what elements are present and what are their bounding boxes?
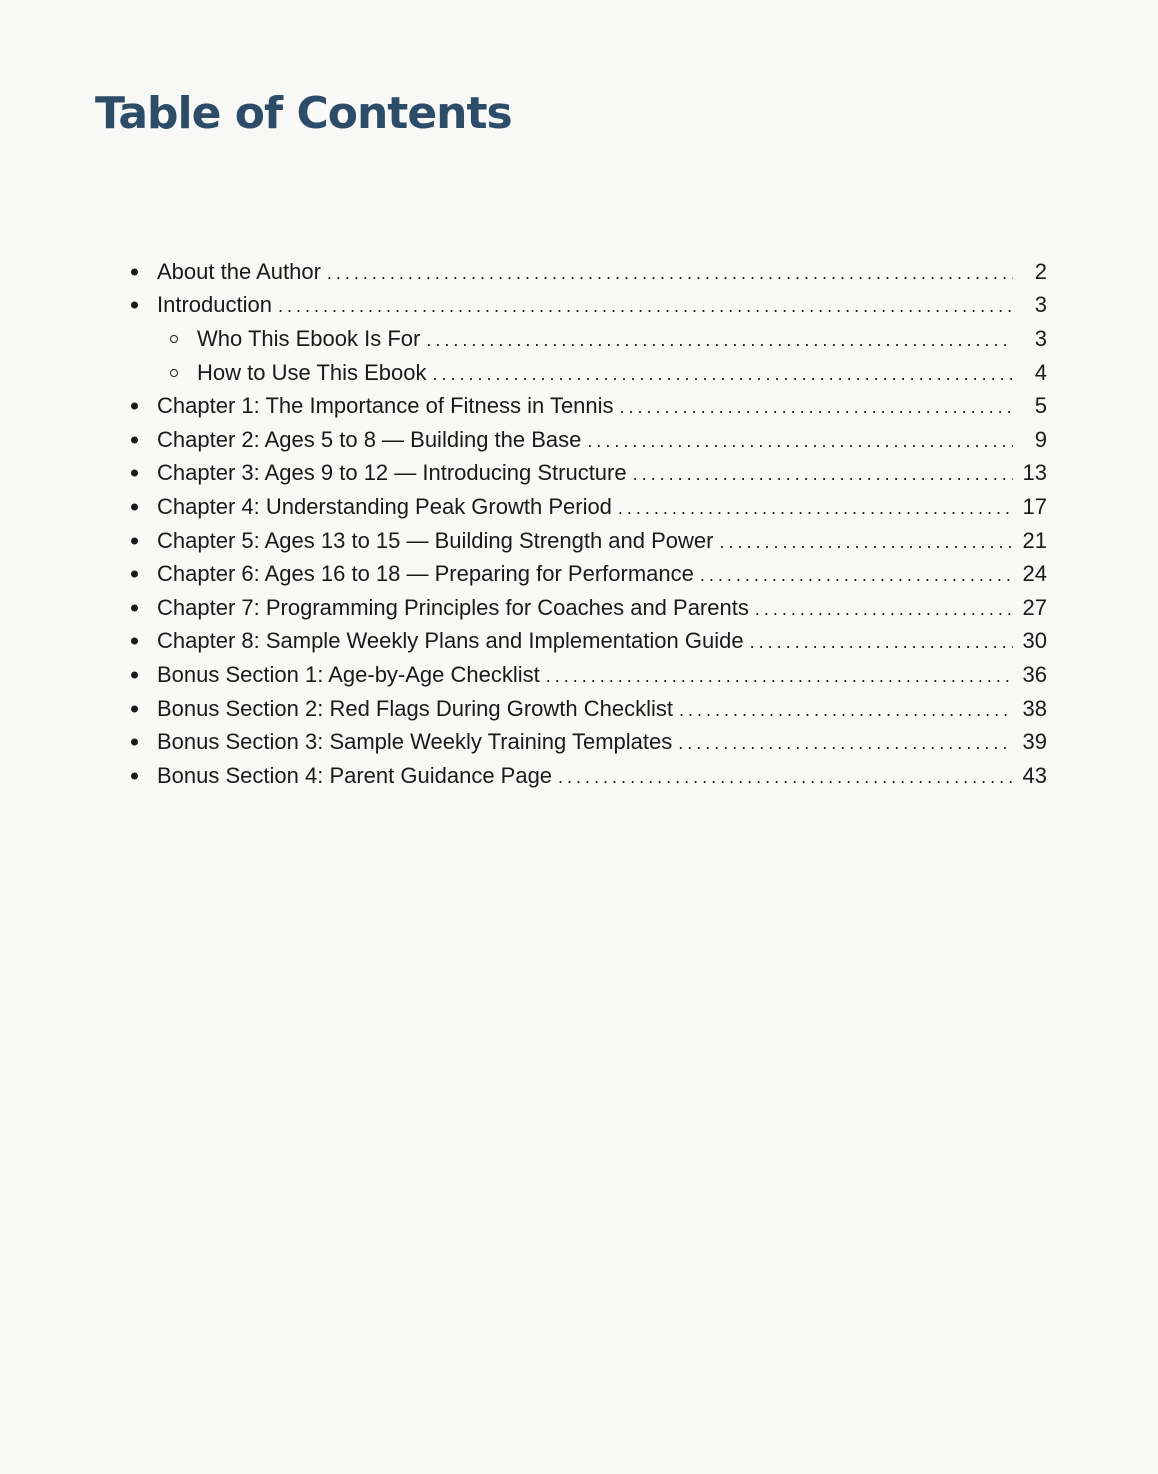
bullet-icon: [131, 739, 138, 746]
bullet-icon: [131, 638, 138, 645]
bullet-icon: [131, 403, 138, 410]
bullet-icon: [131, 268, 138, 275]
bullet-icon: [131, 503, 138, 510]
toc-entry[interactable]: [0, 255, 1158, 289]
dot-leader: [546, 667, 1013, 685]
dot-leader: [558, 768, 1013, 786]
toc-entry-label: Chapter 2: Ages 5 to 8 — Building the Base: [157, 426, 582, 452]
toc-entry-label: Introduction: [157, 292, 272, 318]
toc-entry-label: Bonus Section 4: Parent Guidance Page: [157, 762, 553, 788]
toc-entry-label: Chapter 7: Programming Principles for Coaches and Parents: [157, 594, 749, 620]
dot-leader: [719, 533, 1013, 551]
toc-entry[interactable]: [0, 759, 1158, 793]
toc-entry-label: Bonus Section 3: Sample Weekly Training Templates: [157, 729, 673, 755]
dot-leader: [679, 701, 1013, 719]
hollow-bullet-icon: [170, 369, 178, 377]
toc-entry[interactable]: [0, 692, 1158, 726]
dot-leader: [327, 264, 1013, 282]
toc-entry[interactable]: [0, 557, 1158, 591]
toc-entry-label: About the Author: [157, 258, 321, 284]
toc-entry-label: Who This Ebook Is For: [197, 325, 421, 351]
toc-entry-label: How to Use This Ebook: [197, 359, 427, 385]
toc-page-number: 3: [1034, 292, 1047, 318]
dot-leader: [620, 398, 1013, 416]
dot-leader: [618, 499, 1013, 517]
toc-entry-label: Bonus Section 1: Age-by-Age Checklist: [157, 661, 540, 687]
toc-entry[interactable]: [0, 423, 1158, 457]
toc-page-number: 3: [1034, 325, 1047, 351]
bullet-icon: [131, 571, 138, 578]
toc-subentry[interactable]: [0, 356, 1158, 390]
hollow-bullet-icon: [170, 335, 178, 343]
toc-entry-label: Chapter 6: Ages 16 to 18 — Preparing for Performance: [157, 561, 694, 587]
toc-page-number: 4: [1034, 359, 1047, 385]
toc-subentry[interactable]: [0, 322, 1158, 356]
toc-entry-label: Bonus Section 2: Red Flags During Growth Checklist: [157, 695, 674, 721]
toc-entry[interactable]: [0, 289, 1158, 323]
toc-entry[interactable]: [0, 389, 1158, 423]
dot-leader: [700, 566, 1013, 584]
dot-leader: [426, 331, 1013, 349]
toc-page-number: 43: [1022, 762, 1047, 788]
toc-entry[interactable]: [0, 490, 1158, 524]
dot-leader: [587, 432, 1013, 450]
toc-entry-label: Chapter 4: Understanding Peak Growth Period: [157, 493, 612, 519]
toc-page-number: 9: [1034, 426, 1047, 452]
toc-page-number: 5: [1034, 393, 1047, 419]
toc-page-number: 17: [1022, 493, 1047, 519]
toc-entry[interactable]: [0, 591, 1158, 625]
bullet-icon: [131, 302, 138, 309]
toc-entry[interactable]: [0, 725, 1158, 759]
toc-page-number: 2: [1034, 258, 1047, 284]
toc-page-number: 30: [1022, 628, 1047, 654]
dot-leader: [678, 734, 1013, 752]
dot-leader: [432, 365, 1013, 383]
toc-entry[interactable]: [0, 457, 1158, 491]
toc-page-number: 13: [1022, 460, 1047, 486]
toc-entry[interactable]: [0, 658, 1158, 692]
toc-entry[interactable]: [0, 625, 1158, 659]
bullet-icon: [131, 772, 138, 779]
toc-list: [0, 255, 1158, 793]
bullet-icon: [131, 470, 138, 477]
bullet-icon: [131, 705, 138, 712]
toc-entry-label: Chapter 3: Ages 9 to 12 — Introducing Structure: [157, 460, 627, 486]
toc-entry-label: Chapter 5: Ages 13 to 15 — Building Strength and Power: [157, 527, 714, 553]
dot-leader: [755, 600, 1013, 618]
toc-page-number: 21: [1022, 527, 1047, 553]
toc-page-number: 36: [1022, 661, 1047, 687]
toc-page-number: 39: [1022, 729, 1047, 755]
toc-page-number: 24: [1022, 561, 1047, 587]
page-title: Table of Contents: [95, 88, 512, 139]
dot-leader: [633, 465, 1013, 483]
bullet-icon: [131, 436, 138, 443]
bullet-icon: [131, 671, 138, 678]
toc-entry[interactable]: [0, 524, 1158, 558]
toc-page-number: 38: [1022, 695, 1047, 721]
bullet-icon: [131, 604, 138, 611]
bullet-icon: [131, 537, 138, 544]
dot-leader: [278, 297, 1013, 315]
dot-leader: [750, 633, 1013, 651]
toc-entry-label: Chapter 8: Sample Weekly Plans and Implementation Guide: [157, 628, 744, 654]
toc-entry-label: Chapter 1: The Importance of Fitness in Tennis: [157, 393, 614, 419]
toc-page-number: 27: [1022, 594, 1047, 620]
